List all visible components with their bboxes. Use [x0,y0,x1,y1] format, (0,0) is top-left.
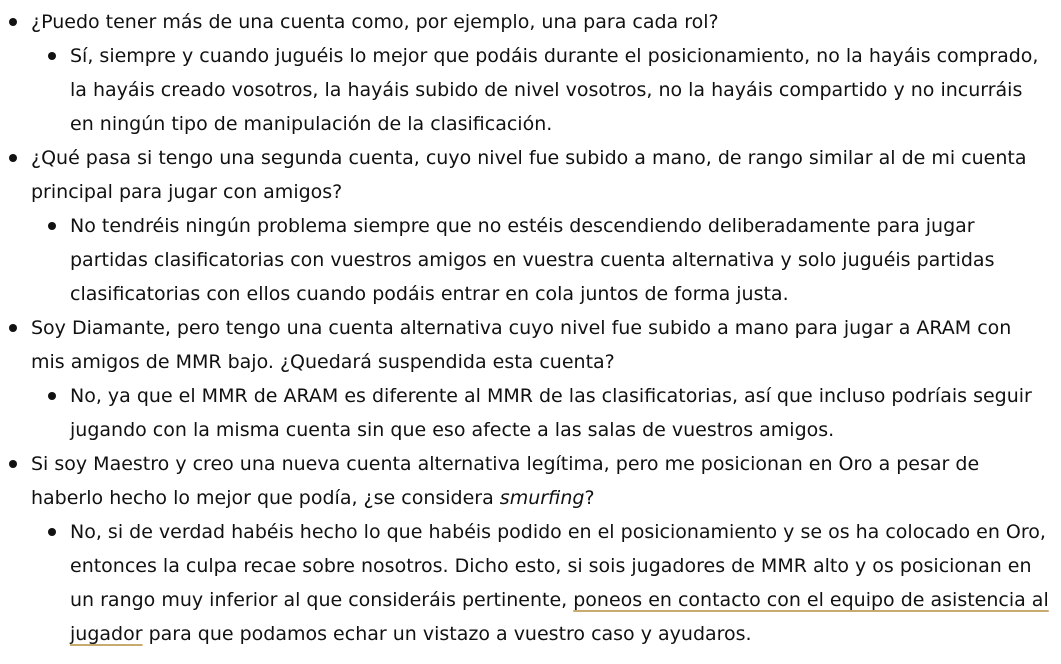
question-emphasis: smurfing [499,487,585,509]
question-text-suffix: ? [584,487,595,509]
answer-list [31,39,1051,141]
faq-question [0,311,1061,447]
answer-list [31,209,1051,311]
faq-question [0,447,1061,651]
answer-list [31,515,1051,651]
answer-text-prefix: No, si de verdad habéis hecho lo que habéis podido en el posicionamiento y se os ha colocado en Oro, entonces la culpa recae sobre nosotros. Dicho esto, si sois jugadores de MMR alto y os posicionan en un rango muy inferior al que consideráis pertinente, [70,521,1046,611]
faq-question [0,141,1061,311]
faq-answer: No, ya que el MMR de ARAM es diferente al MMR de las clasificatorias, así que incluso podríais seguir jugando con la misma cuenta sin que eso afecte a las salas de vuestros amigos. [0,379,1051,447]
faq-question [0,5,1061,141]
faq-answer: No tendréis ningún problema siempre que no estéis descendiendo deliberadamente para jugar partidas clasificatorias con vuestros amigos en vuestra cuenta alternativa y solo juguéis partidas clasificatorias con ellos cuando podáis entrar en cola juntos de forma justa. [0,209,1051,311]
player-support-link[interactable]: poneos en contacto con el equipo de asistencia al jugador [70,589,1049,645]
faq-answer [0,515,1051,651]
answer-text-suffix: para que podamos echar un vistazo a vuestro caso y ayudaros. [142,623,752,645]
answer-list [31,379,1051,447]
faq-answer: Sí, siempre y cuando juguéis lo mejor que podáis durante el posicionamiento, no la hayáis comprado, la hayáis creado vosotros, la hayáis subido de nivel vosotros, no la hayáis compartido y no incurráis en ningún tipo de manipulación de la clasificación. [0,39,1051,141]
question-text: ¿Puedo tener más de una cuenta como, por ejemplo, una para cada rol? [31,11,719,33]
question-text-prefix: Si soy Maestro y creo una nueva cuenta alternativa legítima, pero me posicionan en Oro a pesar de haberlo hecho lo mejor que podía, ¿se considera [31,453,980,509]
question-text: ¿Qué pasa si tengo una segunda cuenta, cuyo nivel fue subido a mano, de rango similar al de mi cuenta principal para jugar con amigos? [31,147,1027,203]
question-text: Soy Diamante, pero tengo una cuenta alternativa cuyo nivel fue subido a mano para jugar a ARAM con mis amigos de MMR bajo. ¿Quedará suspendida esta cuenta? [31,317,1012,373]
